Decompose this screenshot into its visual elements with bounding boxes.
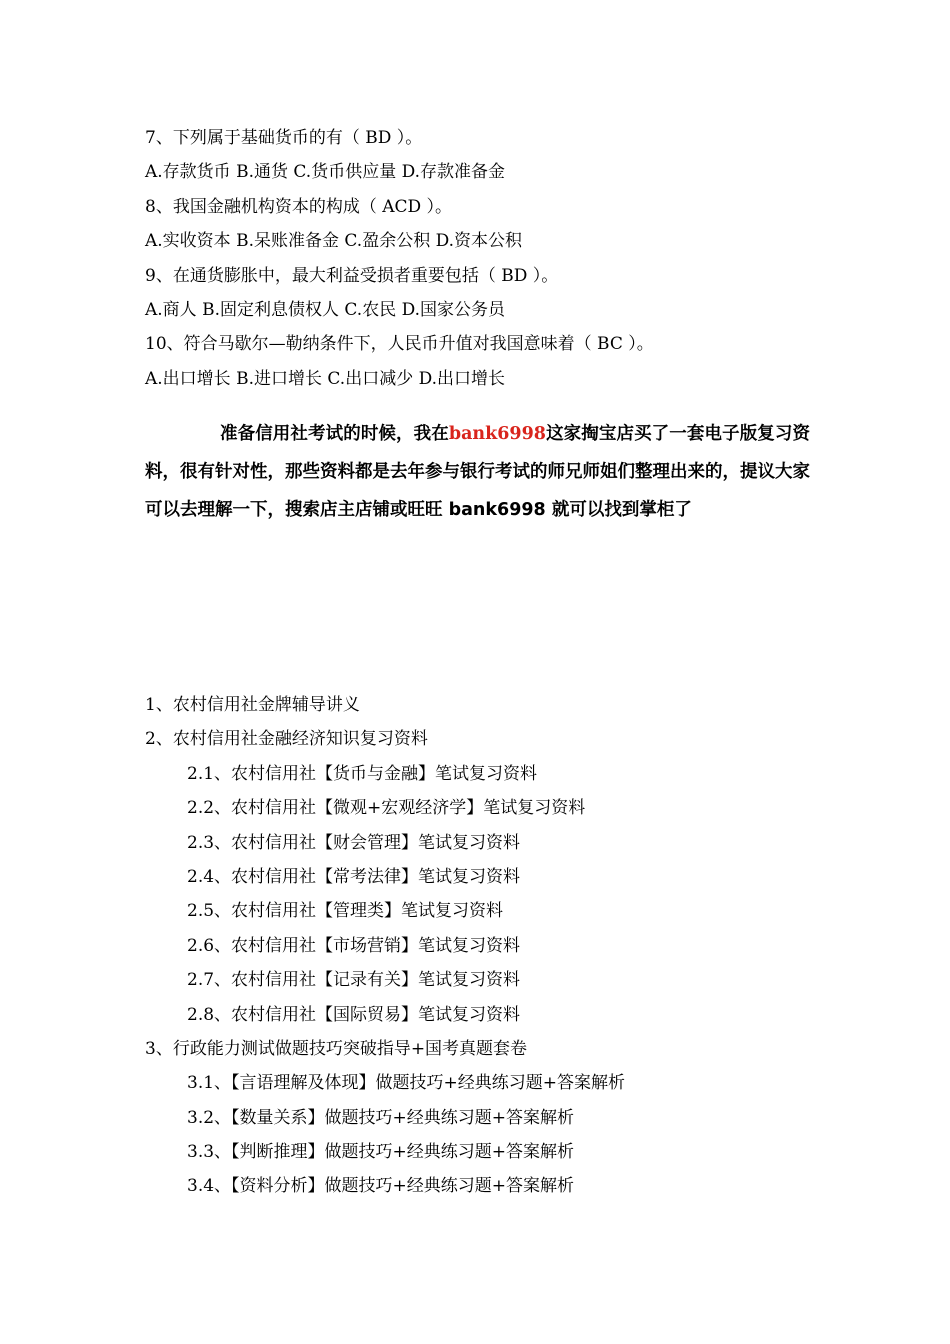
promo-paragraph (145, 415, 810, 529)
list-item: 2.4、农村信用社【常考法律】笔试复习资料 (187, 866, 521, 887)
list-item: 3.1、【言语理解及体现】做题技巧+经典练习题+答案解析 (187, 1073, 626, 1094)
materials-list (145, 688, 845, 1204)
question-10-options: A.出口增长 B.进口增长 C.出口减少 D.出口增长 (145, 368, 506, 389)
list-item: 3.3、【判断推理】做题技巧+经典练习题+答案解析 (187, 1142, 575, 1163)
list-item: 1、农村信用社金牌辅导讲义 (145, 695, 360, 715)
list-item: 3.4、【资料分析】做题技巧+经典练习题+答案解析 (187, 1176, 575, 1197)
list-item: 2.3、农村信用社【财会管理】笔试复习资料 (187, 832, 521, 853)
list-item: 2.2、农村信用社【微观+宏观经济学】笔试复习资料 (187, 798, 586, 819)
list-item: 3.2、【数量关系】做题技巧+经典练习题+答案解析 (187, 1107, 575, 1128)
question-10: 10、符合马歇尔—勒纳条件下，人民币升值对我国意味着（ BC ）。 (145, 334, 654, 355)
question-7-options: A.存款货币 B.通货 C.货币供应量 D.存款准备金 (145, 162, 506, 183)
promo-text-after: 这家掏宝店买了一套电子版复习资料，很有针对性，那些资料都是去年参与银行考试的师兄师姐们整理出来的，提议大家可以去理解一下，搜索店主店铺或旺旺 bank6998 就可以找到掌柜了 (145, 424, 810, 520)
promo-text-before: 准备信用社考试的时候，我在 (220, 424, 449, 444)
list-item: 2、农村信用社金融经济知识复习资料 (145, 729, 428, 750)
question-9: 9、在通货膨胀中，最大利益受损者重要包括（ BD ）。 (145, 265, 559, 286)
list-item: 2.5、农村信用社【管理类】笔试复习资料 (187, 901, 504, 922)
list-item: 2.6、农村信用社【市场营销】笔试复习资料 (187, 935, 521, 956)
list-item: 2.1、农村信用社【货币与金融】笔试复习资料 (187, 763, 538, 784)
question-8-options: A.实收资本 B.呆账准备金 C.盈余公积 D.资本公积 (145, 231, 523, 252)
list-item: 2.8、农村信用社【国际贸易】笔试复习资料 (187, 1004, 521, 1025)
shop-name-highlight: bank6998 (448, 424, 546, 444)
question-9-options: A.商人 B.固定利息债权人 C.农民 D.国家公务员 (145, 299, 506, 320)
question-7: 7、下列属于基础货币的有（ BD ）。 (145, 128, 423, 148)
question-list (145, 121, 825, 396)
list-item: 3、行政能力测试做题技巧突破指导+国考真题套卷 (145, 1038, 528, 1059)
question-8: 8、我国金融机构资本的构成（ ACD ）。 (145, 196, 453, 217)
list-item: 2.7、农村信用社【记录有关】笔试复习资料 (187, 970, 521, 991)
